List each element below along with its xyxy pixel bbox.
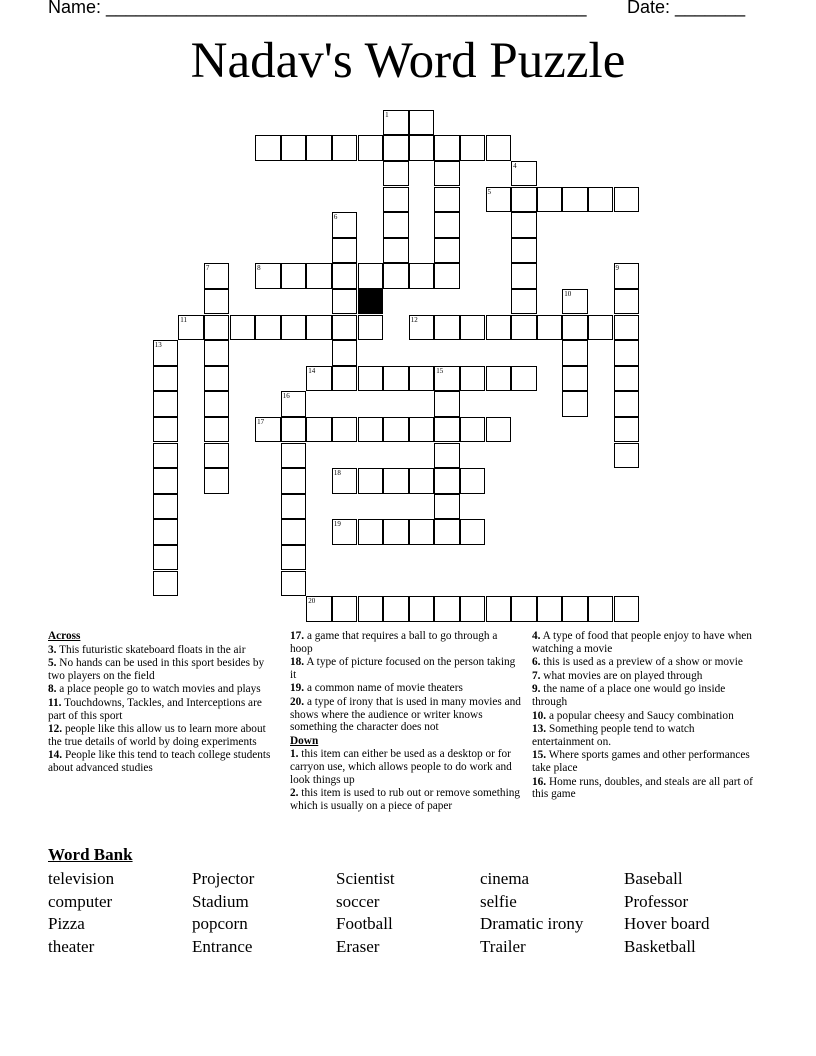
grid-cell[interactable] xyxy=(460,315,486,341)
grid-cell[interactable] xyxy=(588,187,614,213)
clue-number-label: 4. xyxy=(532,630,541,642)
grid-cell[interactable] xyxy=(358,468,384,494)
grid-cell[interactable] xyxy=(562,289,588,315)
grid-cell[interactable] xyxy=(153,391,179,417)
clue-text: Touchdowns, Tackles, and Interceptions are part of this sport xyxy=(48,696,262,722)
clue-number: 7 xyxy=(205,264,210,273)
grid-cell[interactable] xyxy=(281,417,307,443)
grid-cell[interactable] xyxy=(153,468,179,494)
grid-cell[interactable] xyxy=(409,315,435,341)
grid-cell[interactable] xyxy=(255,417,281,443)
grid-cell[interactable] xyxy=(511,238,537,264)
clue-number: 13 xyxy=(154,341,162,350)
grid-cell[interactable] xyxy=(358,519,384,545)
clue-text: Where sports games and other performances take place xyxy=(532,749,750,774)
clue-text: a type of irony that is used in many movies and shows where the audience or writer knows something the character does not xyxy=(290,695,521,734)
clue-text: Home runs, doubles, and steals are all part of this game xyxy=(532,775,753,801)
grid-cell[interactable] xyxy=(434,519,460,545)
grid-cell[interactable] xyxy=(383,187,409,213)
grid-cell[interactable] xyxy=(332,417,358,443)
word-bank-word: Trailer xyxy=(480,936,526,956)
grid-cell[interactable] xyxy=(434,494,460,520)
grid-cell[interactable] xyxy=(460,417,486,443)
grid-cell[interactable] xyxy=(562,366,588,392)
grid-cell[interactable] xyxy=(204,417,230,443)
clue-number-label: 14. xyxy=(48,749,63,762)
word-bank-word: computer xyxy=(48,891,113,911)
clue-number: 6 xyxy=(333,213,338,222)
grid-cell[interactable] xyxy=(358,596,384,622)
clue-number: 20 xyxy=(308,597,316,606)
word-bank-column xyxy=(48,868,114,958)
grid-cell[interactable] xyxy=(306,135,332,161)
clue-text: a popular cheesy and Saucy combination xyxy=(546,709,734,722)
grid-cell[interactable] xyxy=(486,366,512,392)
clue-text: A type of picture focused on the person taking it xyxy=(290,656,516,681)
clue-item xyxy=(48,683,280,696)
grid-cell[interactable] xyxy=(204,443,230,469)
grid-cell[interactable] xyxy=(434,315,460,341)
grid-cell[interactable] xyxy=(434,417,460,443)
grid-cell[interactable] xyxy=(255,135,281,161)
word-bank-heading: Word Bank xyxy=(48,845,133,864)
grid-cell[interactable] xyxy=(306,315,332,341)
clue-text: This futuristic skateboard floats in the air xyxy=(56,643,246,656)
grid-cell[interactable] xyxy=(383,212,409,238)
clue-number-label: 3. xyxy=(48,643,57,656)
word-bank-word: theater xyxy=(48,936,95,956)
clue-item xyxy=(532,776,754,801)
grid-cell[interactable] xyxy=(281,315,307,341)
word-bank-column xyxy=(480,868,583,958)
clue-item xyxy=(532,683,754,708)
grid-cell[interactable] xyxy=(281,135,307,161)
word-bank-word: Baseball xyxy=(624,869,683,888)
clue-number: 19 xyxy=(333,520,341,529)
grid-cell[interactable] xyxy=(332,468,358,494)
word-bank-word: Pizza xyxy=(48,914,85,934)
clue-text: this item is used to rub out or remove something which is usually on a piece of paper xyxy=(290,787,521,812)
word-bank-word: cinema xyxy=(480,869,530,888)
grid-cell[interactable] xyxy=(332,289,358,315)
grid-cell[interactable] xyxy=(255,263,281,289)
clue-item xyxy=(290,682,522,695)
grid-cell[interactable] xyxy=(332,263,358,289)
grid-cell[interactable] xyxy=(511,596,537,622)
grid-cell[interactable] xyxy=(153,571,179,597)
grid-cell[interactable] xyxy=(460,468,486,494)
grid-cell[interactable] xyxy=(486,135,512,161)
word-bank-column xyxy=(336,868,395,958)
black-square xyxy=(358,289,384,315)
grid-cell[interactable] xyxy=(383,417,409,443)
grid-cell[interactable] xyxy=(460,135,486,161)
clue-number-label: 19. xyxy=(290,682,305,695)
clue-number-label: 12. xyxy=(48,723,63,736)
word-bank-word: Dramatic irony xyxy=(480,914,584,934)
word-bank-word: Entrance xyxy=(192,936,253,956)
word-bank-word: selfie xyxy=(480,891,517,911)
grid-cell[interactable] xyxy=(255,315,281,341)
word-bank-column xyxy=(192,868,254,958)
grid-cell[interactable] xyxy=(614,443,640,469)
grid-cell[interactable] xyxy=(383,366,409,392)
clue-text: this item can either be used as a desktop or for carryon use, which allows people to do work and look things up xyxy=(290,748,512,786)
clue-number: 10 xyxy=(564,289,572,298)
clue-number: 9 xyxy=(615,264,619,273)
clue-item xyxy=(290,696,522,734)
grid-cell[interactable] xyxy=(614,391,640,417)
clue-text: people like this allow us to learn more about the true details of world by doing experiments xyxy=(48,723,266,748)
clue-item xyxy=(532,710,754,723)
grid-cell[interactable] xyxy=(614,263,640,289)
clue-number: 4 xyxy=(513,161,517,170)
grid-cell[interactable] xyxy=(153,366,179,392)
grid-cell[interactable] xyxy=(511,212,537,238)
grid-cell[interactable] xyxy=(306,596,332,622)
grid-cell[interactable] xyxy=(562,315,588,341)
grid-cell[interactable] xyxy=(409,135,435,161)
clue-number-label: 2. xyxy=(290,787,299,800)
grid-cell[interactable] xyxy=(511,161,537,187)
clue-number: 15 xyxy=(436,366,444,375)
grid-cell[interactable] xyxy=(383,161,409,187)
clue-number: 14 xyxy=(308,366,316,375)
word-bank-word: Basketball xyxy=(624,936,696,956)
clue-number-label: 18. xyxy=(290,656,305,669)
clue-item xyxy=(290,656,522,681)
grid-cell[interactable] xyxy=(281,468,307,494)
clue-number: 18 xyxy=(333,469,341,478)
clue-number-label: 11. xyxy=(48,696,62,709)
grid-cell[interactable] xyxy=(409,519,435,545)
grid-cell[interactable] xyxy=(588,315,614,341)
grid-cell[interactable] xyxy=(434,366,460,392)
clue-number-label: 1. xyxy=(290,748,299,761)
grid-cell[interactable] xyxy=(332,340,358,366)
clue-text: a place people go to watch movies and plays xyxy=(56,683,261,696)
grid-cell[interactable] xyxy=(434,443,460,469)
grid-cell[interactable] xyxy=(460,366,486,392)
grid-cell[interactable] xyxy=(409,366,435,392)
grid-cell[interactable] xyxy=(306,263,332,289)
word-bank-column xyxy=(624,868,709,958)
grid-cell[interactable] xyxy=(358,315,384,341)
clues-column-3 xyxy=(532,630,754,802)
grid-cell[interactable] xyxy=(614,417,640,443)
grid-cell[interactable] xyxy=(614,340,640,366)
clue-item xyxy=(532,656,754,669)
clue-number-label: 6. xyxy=(532,656,541,669)
grid-cell[interactable] xyxy=(434,135,460,161)
grid-cell[interactable] xyxy=(434,238,460,264)
grid-cell[interactable] xyxy=(614,315,640,341)
clue-text: Something people tend to watch entertainment on. xyxy=(532,723,695,748)
word-bank-word: Hover board xyxy=(624,914,710,934)
clue-item xyxy=(48,657,280,682)
page-title: Nadav's Word Puzzle xyxy=(190,33,626,89)
grid-cell[interactable] xyxy=(614,596,640,622)
clue-item xyxy=(290,787,522,812)
grid-cell[interactable] xyxy=(332,596,358,622)
grid-cell[interactable] xyxy=(614,366,640,392)
grid-cell[interactable] xyxy=(511,289,537,315)
grid-cell[interactable] xyxy=(409,110,435,136)
grid-cell[interactable] xyxy=(281,443,307,469)
grid-cell[interactable] xyxy=(332,519,358,545)
word-bank-word: Scientist xyxy=(336,869,395,888)
grid-cell[interactable] xyxy=(486,187,512,213)
grid-cell[interactable] xyxy=(434,212,460,238)
grid-cell[interactable] xyxy=(511,187,537,213)
grid-cell[interactable] xyxy=(383,519,409,545)
grid-cell[interactable] xyxy=(511,366,537,392)
clue-number: 17 xyxy=(257,417,265,426)
clue-text: a game that requires a ball to go through a hoop xyxy=(290,630,498,655)
word-bank-word: Projector xyxy=(192,869,255,888)
grid-cell[interactable] xyxy=(332,315,358,341)
grid-cell[interactable] xyxy=(204,366,230,392)
grid-cell[interactable] xyxy=(409,468,435,494)
grid-cell[interactable] xyxy=(562,391,588,417)
clue-text: People like this tend to teach college students about advanced studies xyxy=(48,749,271,774)
clue-number-label: 8. xyxy=(48,683,57,696)
grid-cell[interactable] xyxy=(383,468,409,494)
word-bank-word: Football xyxy=(336,914,393,934)
word-bank-word: soccer xyxy=(336,891,380,911)
grid-cell[interactable] xyxy=(153,443,179,469)
grid-cell[interactable] xyxy=(281,263,307,289)
grid-cell[interactable] xyxy=(153,494,179,520)
grid-cell[interactable] xyxy=(358,135,384,161)
name-field-label: Name: ________________________________________________ xyxy=(48,0,587,17)
clue-number-label: 9. xyxy=(532,683,541,696)
grid-cell[interactable] xyxy=(204,468,230,494)
clue-number: 16 xyxy=(282,392,290,401)
clue-number-label: 20. xyxy=(290,695,305,708)
clue-text: what movies are on played through xyxy=(540,669,703,682)
word-bank-word: Eraser xyxy=(336,936,380,956)
clue-number-label: 10. xyxy=(532,709,547,722)
clue-item xyxy=(48,723,280,748)
clue-number: 11 xyxy=(180,315,188,324)
grid-cell[interactable] xyxy=(281,494,307,520)
grid-cell[interactable] xyxy=(409,263,435,289)
grid-cell[interactable] xyxy=(486,417,512,443)
clue-number-label: 17. xyxy=(290,630,305,642)
grid-cell[interactable] xyxy=(537,187,563,213)
grid-cell[interactable] xyxy=(383,596,409,622)
word-bank-word: Professor xyxy=(624,891,689,911)
clue-item xyxy=(48,749,280,774)
grid-cell[interactable] xyxy=(383,238,409,264)
grid-cell[interactable] xyxy=(486,315,512,341)
grid-cell[interactable] xyxy=(434,263,460,289)
grid-cell[interactable] xyxy=(434,161,460,187)
clue-item xyxy=(532,723,754,748)
date-field-label: Date: _______ xyxy=(627,0,746,17)
grid-cell[interactable] xyxy=(614,289,640,315)
clue-text: No hands can be used in this sport besides by two players on the field xyxy=(48,657,265,682)
clue-number-label: 5. xyxy=(48,657,57,670)
grid-cell[interactable] xyxy=(332,212,358,238)
clues-column-2 xyxy=(290,630,522,813)
grid-cell[interactable] xyxy=(204,315,230,341)
grid-cell[interactable] xyxy=(281,545,307,571)
grid-cell[interactable] xyxy=(434,468,460,494)
grid-cell[interactable] xyxy=(434,391,460,417)
grid-cell[interactable] xyxy=(281,519,307,545)
grid-cell[interactable] xyxy=(204,263,230,289)
grid-cell[interactable] xyxy=(204,391,230,417)
clue-text: A type of food that people enjoy to have when watching a movie xyxy=(532,630,752,655)
grid-cell[interactable] xyxy=(204,289,230,315)
grid-cell[interactable] xyxy=(409,417,435,443)
grid-cell[interactable] xyxy=(562,596,588,622)
grid-cell[interactable] xyxy=(153,545,179,571)
grid-cell[interactable] xyxy=(332,135,358,161)
clue-item xyxy=(290,748,522,786)
grid-cell[interactable] xyxy=(537,596,563,622)
clue-number-label: 16. xyxy=(532,775,547,788)
grid-cell[interactable] xyxy=(409,596,435,622)
clue-item xyxy=(532,670,754,683)
clue-text: the name of a place one would go inside through xyxy=(532,683,726,708)
clue-number-label: 7. xyxy=(532,669,541,682)
grid-cell[interactable] xyxy=(306,366,332,392)
grid-cell[interactable] xyxy=(614,187,640,213)
grid-cell[interactable] xyxy=(230,315,256,341)
grid-cell[interactable] xyxy=(434,596,460,622)
grid-cell[interactable] xyxy=(460,596,486,622)
grid-cell[interactable] xyxy=(383,110,409,136)
clue-item xyxy=(532,749,754,774)
across-heading: Across xyxy=(48,630,81,642)
grid-cell[interactable] xyxy=(332,238,358,264)
grid-cell[interactable] xyxy=(281,391,307,417)
clue-text: a common name of movie theaters xyxy=(304,682,463,695)
grid-cell[interactable] xyxy=(383,263,409,289)
grid-cell[interactable] xyxy=(511,315,537,341)
clue-number: 8 xyxy=(257,264,261,273)
grid-cell[interactable] xyxy=(486,596,512,622)
grid-cell[interactable] xyxy=(153,417,179,443)
grid-cell[interactable] xyxy=(153,340,179,366)
grid-cell[interactable] xyxy=(204,340,230,366)
word-bank-word: television xyxy=(48,869,115,888)
grid-cell[interactable] xyxy=(588,596,614,622)
grid-cell[interactable] xyxy=(178,315,204,341)
clue-item xyxy=(48,697,280,722)
grid-cell[interactable] xyxy=(358,263,384,289)
grid-cell[interactable] xyxy=(434,187,460,213)
grid-cell[interactable] xyxy=(358,366,384,392)
clue-number: 1 xyxy=(385,110,389,119)
clue-number-label: 15. xyxy=(532,749,547,762)
grid-cell[interactable] xyxy=(562,340,588,366)
grid-cell[interactable] xyxy=(537,315,563,341)
clue-number: 12 xyxy=(410,315,418,324)
clue-text: this is used as a preview of a show or movie xyxy=(540,656,743,669)
clue-number-label: 13. xyxy=(532,723,547,736)
grid-cell[interactable] xyxy=(460,519,486,545)
grid-cell[interactable] xyxy=(306,417,332,443)
clues-column-1 xyxy=(48,630,280,776)
grid-cell[interactable] xyxy=(562,187,588,213)
clue-item xyxy=(532,630,754,655)
grid-cell[interactable] xyxy=(281,571,307,597)
grid-cell[interactable] xyxy=(511,263,537,289)
clue-number: 5 xyxy=(487,187,491,196)
word-bank-word: popcorn xyxy=(192,914,248,934)
grid-cell[interactable] xyxy=(358,417,384,443)
clue-item xyxy=(290,630,522,655)
grid-cell[interactable] xyxy=(153,519,179,545)
grid-cell[interactable] xyxy=(332,366,358,392)
down-heading: Down xyxy=(290,734,319,747)
clue-item xyxy=(48,644,280,657)
word-bank-word: Stadium xyxy=(192,891,249,911)
grid-cell[interactable] xyxy=(383,135,409,161)
